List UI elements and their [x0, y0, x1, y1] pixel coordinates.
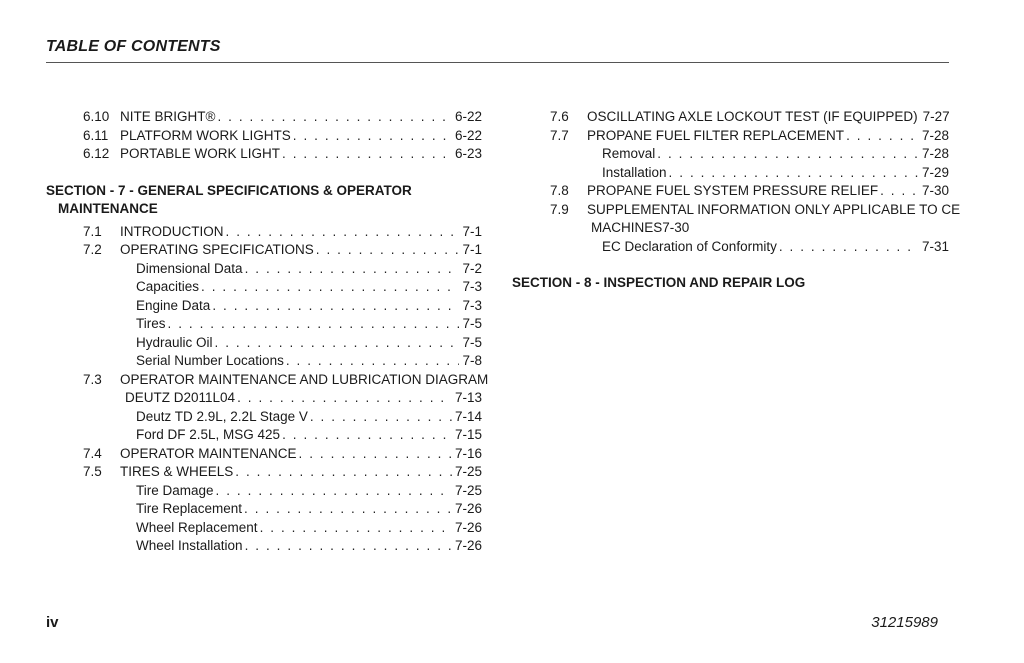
toc-entry-title: DEUTZ D2011L04 — [125, 389, 237, 408]
toc-entry-title: Installation — [602, 164, 669, 183]
toc-entry-line — [120, 223, 482, 242]
toc-entry[interactable] — [512, 182, 949, 201]
toc-entry[interactable] — [46, 145, 482, 164]
dot-leader — [226, 223, 460, 242]
toc-entry-line — [136, 352, 482, 371]
dot-leader — [880, 182, 919, 201]
toc-entry-line — [136, 334, 482, 353]
toc-entry-line — [602, 164, 949, 183]
dot-leader — [245, 537, 452, 556]
toc-entry-title: PORTABLE WORK LIGHT — [120, 145, 282, 164]
toc-entry-7-9[interactable] — [512, 201, 961, 220]
toc-entry-page: 7-1 — [462, 242, 482, 257]
toc-entry-line — [136, 500, 482, 519]
toc-entry-number: 6.12 — [83, 146, 110, 161]
toc-entry-page: 7-13 — [454, 390, 482, 405]
toc-entry-title: Engine Data — [136, 297, 212, 316]
toc-entry[interactable] — [46, 352, 482, 371]
toc-entry-title: OPERATOR MAINTENANCE AND LUBRICATION DIAGRAM — [120, 371, 489, 387]
dot-leader — [282, 145, 452, 164]
toc-entry-line — [125, 389, 482, 408]
dot-leader — [282, 426, 452, 445]
toc-entry-page: 7-25 — [454, 482, 482, 498]
toc-entry[interactable] — [46, 223, 482, 242]
toc-entry[interactable] — [46, 127, 482, 146]
dot-leader — [216, 482, 452, 501]
toc-entry-number: 7.5 — [83, 464, 102, 479]
toc-entry-7-9-continued[interactable] — [512, 219, 949, 238]
dot-leader — [235, 463, 452, 482]
toc-entry-title: OPERATING SPECIFICATIONS — [120, 241, 316, 260]
toc-entry-line — [602, 145, 949, 164]
section-7-heading[interactable] — [46, 182, 482, 219]
toc-entry[interactable] — [512, 145, 949, 164]
toc-group-section7c — [512, 108, 949, 201]
toc-entry-line — [602, 238, 949, 257]
toc-entry-page: 7-5 — [462, 316, 482, 331]
toc-entry-title: SUPPLEMENTAL INFORMATION ONLY APPLICABLE TO CE — [587, 201, 961, 217]
toc-entry-title: INTRODUCTION — [120, 223, 226, 242]
toc-entry-title: Serial Number Locations — [136, 352, 286, 371]
toc-entry-page: 6-22 — [454, 127, 482, 143]
dot-leader — [237, 389, 452, 408]
toc-entry-number: 7.1 — [83, 223, 102, 239]
dot-leader — [260, 519, 452, 538]
toc-entry[interactable] — [46, 241, 482, 260]
page-title: TABLE OF CONTENTS — [46, 38, 221, 55]
toc-entry-line — [120, 145, 482, 164]
toc-entry-line — [136, 519, 482, 538]
dot-leader — [286, 352, 460, 371]
dot-leader — [316, 241, 460, 260]
toc-entry[interactable] — [512, 127, 949, 146]
toc-entry-page: 7-26 — [454, 501, 482, 516]
dot-leader — [168, 315, 460, 334]
dot-leader — [244, 500, 452, 519]
toc-entry-page: 7-8 — [462, 353, 482, 368]
toc-group-section6 — [46, 108, 482, 164]
dot-leader — [293, 127, 452, 146]
toc-entry-line — [136, 260, 482, 279]
dot-leader — [245, 260, 460, 279]
toc-group-section7d — [512, 238, 949, 257]
toc-entry-title: Capacities — [136, 278, 201, 297]
toc-entry-title: EC Declaration of Conformity — [602, 238, 779, 257]
toc-entry-line — [136, 408, 482, 427]
toc-entry[interactable] — [46, 482, 482, 501]
toc-entry-line — [136, 537, 482, 556]
toc-entry-title: Tire Damage — [136, 482, 216, 501]
toc-entry-title: NITE BRIGHT® — [120, 108, 217, 127]
toc-entry-number: 6.10 — [83, 109, 110, 124]
toc-entry-title: Removal — [602, 145, 657, 164]
toc-entry-number: 7.3 — [83, 371, 102, 387]
toc-entry[interactable] — [46, 315, 482, 334]
toc-entry-number: 7.2 — [83, 242, 102, 257]
dot-leader — [217, 108, 452, 127]
toc-entry-title: Wheel Replacement — [136, 519, 260, 538]
toc-entry-page: 7-3 — [462, 297, 482, 313]
toc-entry-title: Tire Replacement — [136, 500, 244, 519]
toc-entry-number: 7.8 — [550, 183, 569, 198]
toc-entry[interactable] — [46, 108, 482, 127]
toc-entry[interactable] — [46, 445, 482, 464]
section-8-heading[interactable]: SECTION - 8 - INSPECTION AND REPAIR LOG — [512, 275, 806, 290]
toc-entry-page: 7-25 — [454, 464, 482, 479]
toc-entry[interactable] — [46, 500, 482, 519]
dot-leader — [669, 164, 919, 183]
toc-entry-page: 7-28 — [921, 127, 949, 143]
toc-entry-number: 7.7 — [550, 127, 569, 143]
toc-right-column — [512, 108, 961, 293]
toc-entry-page: 7-14 — [454, 408, 482, 424]
toc-entry-line — [120, 108, 482, 127]
dot-leader — [310, 408, 452, 427]
toc-entry[interactable] — [46, 519, 482, 538]
dot-leader — [657, 145, 919, 164]
toc-entry-line — [120, 127, 482, 146]
header-rule — [46, 62, 949, 63]
dot-leader — [299, 445, 452, 464]
toc-entry[interactable] — [46, 408, 482, 427]
toc-entry-title: OPERATOR MAINTENANCE — [120, 445, 299, 464]
toc-entry[interactable] — [46, 297, 482, 316]
toc-entry-title: OSCILLATING AXLE LOCKOUT TEST (IF EQUIPPED) — [587, 108, 920, 127]
document-number: 31215989 — [871, 614, 938, 631]
toc-entry-line — [587, 127, 949, 146]
dot-leader — [846, 127, 919, 146]
toc-group-section7a — [46, 223, 482, 371]
toc-entry-title: PLATFORM WORK LIGHTS — [120, 127, 293, 146]
toc-entry[interactable] — [46, 260, 482, 279]
toc-entry[interactable] — [46, 278, 482, 297]
toc-entry-7-3[interactable] — [46, 371, 489, 390]
toc-entry-title: PROPANE FUEL SYSTEM PRESSURE RELIEF — [587, 182, 880, 201]
toc-entry-title: PROPANE FUEL FILTER REPLACEMENT — [587, 127, 846, 146]
toc-entry-line — [136, 426, 482, 445]
toc-entry-number: 7.6 — [550, 109, 569, 124]
toc-entry-page: 6-22 — [454, 109, 482, 124]
toc-entry[interactable] — [512, 238, 949, 257]
toc-entry-page: 7-3 — [462, 279, 482, 294]
toc-entry[interactable] — [512, 108, 949, 127]
toc-entry-number: 7.4 — [83, 445, 102, 461]
toc-entry-number: 6.11 — [83, 127, 109, 143]
toc-left-column — [46, 108, 489, 556]
page-number: iv — [46, 614, 59, 631]
toc-entry-page: 7-28 — [921, 146, 949, 161]
toc-entry[interactable] — [46, 334, 482, 353]
toc-entry-number: 7.9 — [550, 201, 569, 217]
toc-entry-title: TIRES & WHEELS — [120, 463, 235, 482]
dot-leader — [779, 238, 919, 257]
dot-leader — [212, 297, 459, 316]
toc-entry-page: 7-26 — [454, 519, 482, 535]
toc-entry[interactable] — [512, 164, 949, 183]
toc-entry-line — [587, 108, 949, 127]
toc-entry-line — [136, 278, 482, 297]
toc-entry-line — [136, 297, 482, 316]
toc-entry[interactable] — [46, 426, 482, 445]
toc-entry-page: 7-1 — [462, 223, 482, 239]
toc-entry-title: Dimensional Data — [136, 260, 245, 279]
toc-entry-line — [120, 463, 482, 482]
toc-entry-line — [136, 315, 482, 334]
toc-entry-page: 7-2 — [462, 260, 482, 276]
toc-entry-title: Wheel Installation — [136, 537, 245, 556]
toc-entry-page: 7-31 — [921, 238, 949, 254]
toc-entry-title: Hydraulic Oil — [136, 334, 215, 353]
toc-entry-title: Ford DF 2.5L, MSG 425 — [136, 426, 282, 445]
toc-entry-page: 7-15 — [454, 427, 482, 442]
toc-group-section7b — [46, 389, 482, 556]
toc-entry-title: Tires — [136, 315, 168, 334]
toc-entry-page: 7-26 — [454, 538, 482, 553]
section-7-heading-line1: SECTION - 7 - GENERAL SPECIFICATIONS & OPERATOR — [46, 182, 412, 198]
toc-entry-page: 7-27 — [922, 109, 950, 124]
section-7-heading-line2: MAINTENANCE — [58, 201, 158, 216]
dot-leader — [215, 334, 460, 353]
toc-entry[interactable] — [46, 389, 482, 408]
toc-entry-page: 7-30 — [921, 183, 949, 198]
toc-entry-line — [120, 445, 482, 464]
toc-entry-title: Deutz TD 2.9L, 2.2L Stage V — [136, 408, 310, 427]
toc-entry-line — [136, 482, 482, 501]
toc-entry-page: 7-5 — [462, 334, 482, 350]
toc-entry-page: 6-23 — [454, 146, 482, 161]
toc-entry-page: 7-29 — [921, 164, 949, 180]
toc-entry[interactable] — [46, 537, 482, 556]
toc-entry-line — [587, 182, 949, 201]
toc-entry-line — [120, 241, 482, 260]
toc-entry-title-continued: MACHINES7-30 — [591, 220, 690, 235]
toc-entry[interactable] — [46, 463, 482, 482]
dot-leader — [201, 278, 459, 297]
toc-entry-page: 7-16 — [454, 445, 482, 461]
